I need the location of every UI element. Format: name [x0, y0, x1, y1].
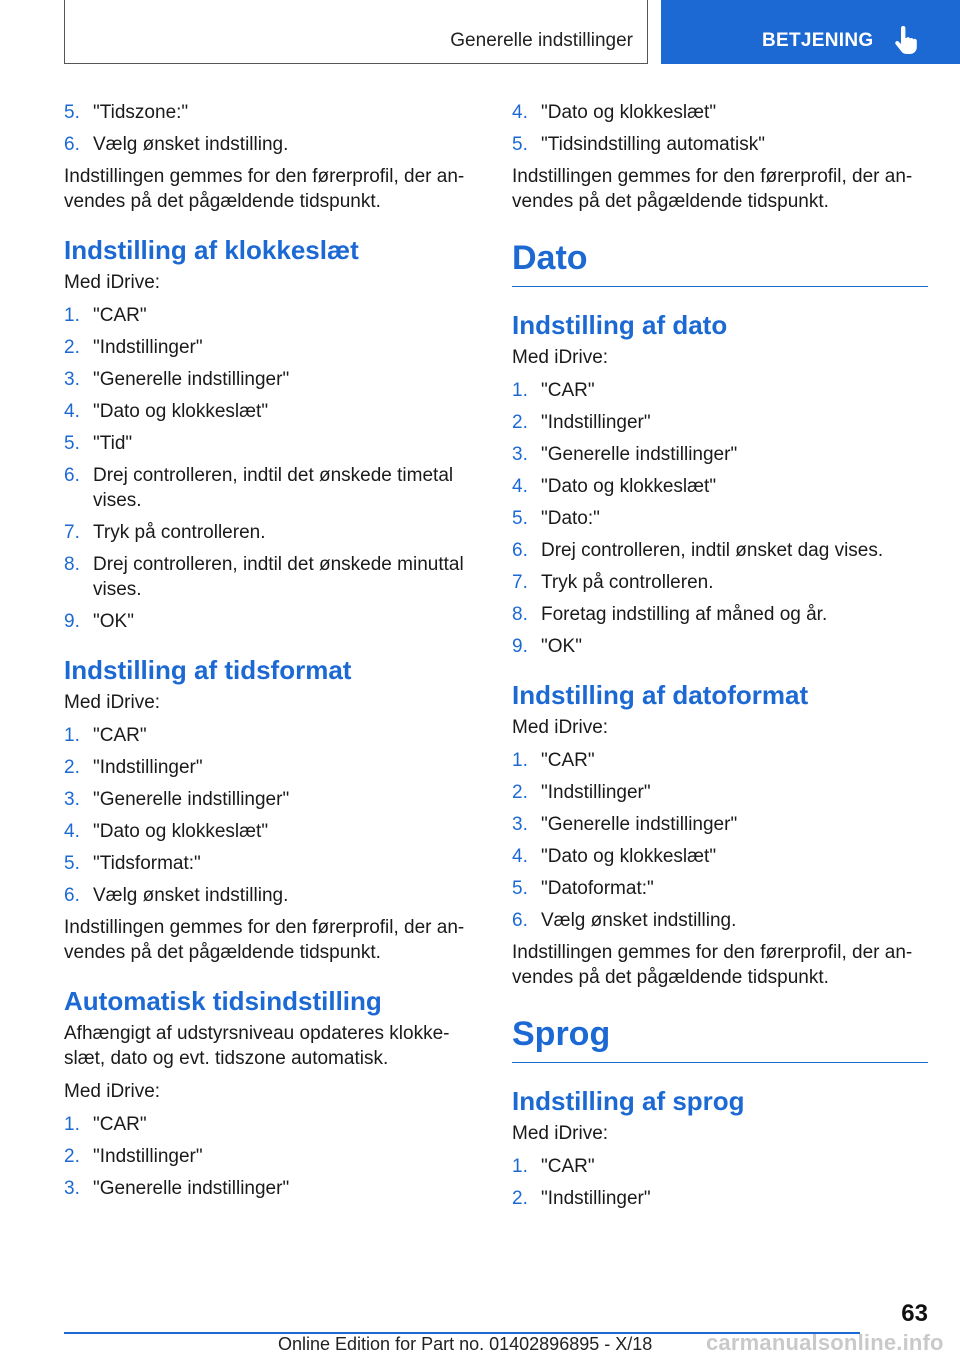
date-heading: Indstilling af dato	[512, 310, 728, 340]
language-steps	[512, 1154, 928, 1211]
list-item-text: "Indstillinger"	[93, 757, 203, 778]
list-item-text: "OK"	[93, 611, 134, 632]
list-item-text: "Indstillinger"	[93, 1146, 203, 1167]
list-item-text: Drej controlleren, indtil ønsket dag vises.	[541, 540, 884, 561]
timeformat-steps	[64, 723, 484, 908]
header-section-box	[64, 0, 648, 64]
list-item	[512, 780, 928, 805]
list-item-text: "Generelle indstillinger"	[541, 444, 738, 465]
list-item	[64, 883, 484, 908]
list-item-text: "Generelle indstillinger"	[93, 369, 290, 390]
right-top-note: Indstillingen gemmes for den førerprofil, der an- vendes på det pågældende tidspunkt.	[512, 166, 913, 212]
list-item-text: "Dato og klokkeslæt"	[93, 821, 269, 842]
list-item	[64, 1144, 484, 1169]
list-item-text: "CAR"	[93, 725, 147, 746]
list-item-number: 5.	[512, 134, 528, 155]
list-item-text: "Dato:"	[541, 508, 600, 529]
list-item-number: 3.	[64, 789, 80, 810]
left-column	[64, 100, 484, 1208]
language-heading: Indstilling af sprog	[512, 1086, 745, 1116]
list-item-text: "Generelle indstillinger"	[93, 789, 290, 810]
list-item-text: "Dato og klokkeslæt"	[541, 846, 717, 867]
dateformat-heading: Indstilling af datoformat	[512, 680, 809, 710]
timeformat-intro: Med iDrive:	[64, 692, 161, 713]
list-item	[512, 538, 928, 563]
list-item-text: "Tidszone:"	[93, 102, 189, 123]
list-item-number: 3.	[64, 1178, 80, 1199]
list-item-text: Tryk på controlleren.	[541, 572, 714, 593]
list-item-number: 2.	[64, 1146, 80, 1167]
list-item	[512, 634, 928, 659]
list-item-text: "Dato og klokkeslæt"	[541, 102, 717, 123]
list-item-text: Vælg ønsket indstilling.	[93, 885, 289, 906]
list-item-text: "Datoformat:"	[541, 878, 654, 899]
dateformat-steps	[512, 748, 928, 933]
list-item-number: 2.	[512, 1188, 528, 1209]
list-item-number: 6.	[64, 885, 80, 906]
list-item-number: 5.	[512, 878, 528, 899]
dato-section-heading: Dato	[512, 236, 928, 287]
list-item-number: 4.	[512, 102, 528, 123]
list-item	[64, 819, 484, 844]
list-item-number: 9.	[512, 636, 528, 657]
list-item-text: "CAR"	[541, 1156, 595, 1177]
list-item-text: Foretag indstilling af måned og år.	[541, 604, 828, 625]
list-item	[512, 474, 928, 499]
list-item	[64, 1112, 484, 1137]
footer-edition: Online Edition for Part no. 01402896895 - X/18	[278, 1334, 653, 1354]
list-item-text: Vælg ønsket indstilling.	[93, 134, 289, 155]
list-item	[64, 609, 484, 634]
list-item	[512, 100, 928, 125]
list-item-text: "OK"	[541, 636, 582, 657]
list-item-number: 3.	[64, 369, 80, 390]
list-item	[512, 812, 928, 837]
list-item	[64, 1176, 484, 1201]
list-item	[512, 378, 928, 403]
list-item-text: "Dato og klokkeslæt"	[93, 401, 269, 422]
list-item	[64, 399, 484, 424]
auto-intro: Med iDrive:	[64, 1081, 161, 1102]
list-item-text: Vælg ønsket indstilling.	[541, 910, 737, 931]
hand-pointer-icon	[893, 26, 919, 56]
list-item-number: 1.	[512, 750, 528, 771]
list-item-number: 6.	[512, 910, 528, 931]
list-item-number: 1.	[64, 725, 80, 746]
language-intro: Med iDrive:	[512, 1123, 609, 1144]
list-item	[512, 570, 928, 595]
list-item-text: "Indstillinger"	[541, 412, 651, 433]
list-item-number: 6.	[64, 465, 80, 486]
timeformat-note: Indstillingen gemmes for den førerprofil, der an- vendes på det pågældende tidspunkt.	[64, 917, 465, 963]
list-item-number: 7.	[512, 572, 528, 593]
list-item-number: 2.	[64, 757, 80, 778]
dateformat-note: Indstillingen gemmes for den førerprofil, der an- vendes på det pågældende tidspunkt.	[512, 942, 913, 988]
list-item-number: 1.	[64, 1114, 80, 1135]
list-item	[64, 787, 484, 812]
watermark: carmanualsonline.info	[706, 1330, 944, 1355]
list-item-number: 2.	[512, 782, 528, 803]
list-item-text: "Tidsindstilling automatisk"	[541, 134, 765, 155]
list-item	[64, 755, 484, 780]
list-item-number: 2.	[512, 412, 528, 433]
list-item-number: 1.	[64, 305, 80, 326]
list-item-number: 3.	[512, 814, 528, 835]
list-item	[64, 303, 484, 328]
list-item-text: Drej controlleren, indtil det ønskede timetal vises.	[93, 465, 454, 511]
list-item-number: 8.	[512, 604, 528, 625]
list-item-text: Tryk på controlleren.	[93, 522, 266, 543]
list-item	[64, 520, 484, 545]
list-item-number: 6.	[512, 540, 528, 561]
clock-heading: Indstilling af klokkeslæt	[64, 235, 359, 265]
header-section-title: Generelle indstillinger	[450, 29, 633, 51]
left-top-note: Indstillingen gemmes for den førerprofil, der an- vendes på det pågældende tidspunkt.	[64, 166, 465, 212]
left-top-list	[64, 100, 484, 157]
list-item	[64, 367, 484, 392]
list-item-number: 4.	[512, 476, 528, 497]
clock-intro: Med iDrive:	[64, 272, 161, 293]
auto-desc: Afhængigt af udstyrsniveau opdateres klokke- slæt, dato og evt. tidszone automatisk.	[64, 1023, 450, 1069]
list-item-number: 8.	[64, 554, 80, 575]
list-item	[64, 552, 484, 602]
list-item-text: "Dato og klokkeslæt"	[541, 476, 717, 497]
list-item-number: 4.	[64, 821, 80, 842]
header-chapter-title: BETJENING	[762, 30, 874, 51]
list-item	[512, 908, 928, 933]
list-item-text: "Indstillinger"	[541, 1188, 651, 1209]
list-item	[512, 442, 928, 467]
list-item-number: 5.	[512, 508, 528, 529]
list-item-number: 7.	[64, 522, 80, 543]
list-item-number: 5.	[64, 102, 80, 123]
list-item-text: "CAR"	[541, 750, 595, 771]
right-column	[512, 100, 928, 1218]
list-item-number: 1.	[512, 1156, 528, 1177]
date-steps	[512, 378, 928, 659]
list-item	[64, 132, 484, 157]
list-item-text: "Indstillinger"	[541, 782, 651, 803]
list-item	[512, 602, 928, 627]
list-item-number: 1.	[512, 380, 528, 401]
dateformat-intro: Med iDrive:	[512, 717, 609, 738]
list-item	[512, 876, 928, 901]
auto-heading: Automatisk tidsindstilling	[64, 986, 382, 1016]
page-number: 63	[901, 1300, 928, 1327]
list-item	[512, 506, 928, 531]
list-item-number: 5.	[64, 433, 80, 454]
list-item	[512, 748, 928, 773]
list-item	[512, 410, 928, 435]
list-item-number: 3.	[512, 444, 528, 465]
right-top-list	[512, 100, 928, 157]
list-item	[64, 851, 484, 876]
list-item-number: 4.	[512, 846, 528, 867]
clock-steps	[64, 303, 484, 634]
list-item-text: "Indstillinger"	[93, 337, 203, 358]
list-item	[512, 132, 928, 157]
list-item	[64, 463, 484, 513]
timeformat-heading: Indstilling af tidsformat	[64, 655, 352, 685]
list-item-number: 2.	[64, 337, 80, 358]
auto-steps	[64, 1112, 484, 1201]
list-item-text: "Generelle indstillinger"	[93, 1178, 290, 1199]
list-item	[64, 431, 484, 456]
list-item	[512, 844, 928, 869]
list-item-text: Drej controlleren, indtil det ønskede minuttal vises.	[93, 554, 464, 600]
list-item-number: 5.	[64, 853, 80, 874]
list-item	[512, 1154, 928, 1179]
sprog-section-heading: Sprog	[512, 1012, 928, 1063]
list-item	[512, 1186, 928, 1211]
list-item	[64, 335, 484, 360]
list-item-text: "CAR"	[93, 305, 147, 326]
list-item-text: "Tidsformat:"	[93, 853, 201, 874]
list-item-number: 4.	[64, 401, 80, 422]
list-item-text: "Generelle indstillinger"	[541, 814, 738, 835]
list-item-text: "Tid"	[93, 433, 133, 454]
list-item-text: "CAR"	[93, 1114, 147, 1135]
list-item-number: 9.	[64, 611, 80, 632]
list-item-number: 6.	[64, 134, 80, 155]
list-item	[64, 100, 484, 125]
list-item-text: "CAR"	[541, 380, 595, 401]
list-item	[64, 723, 484, 748]
date-intro: Med iDrive:	[512, 347, 609, 368]
